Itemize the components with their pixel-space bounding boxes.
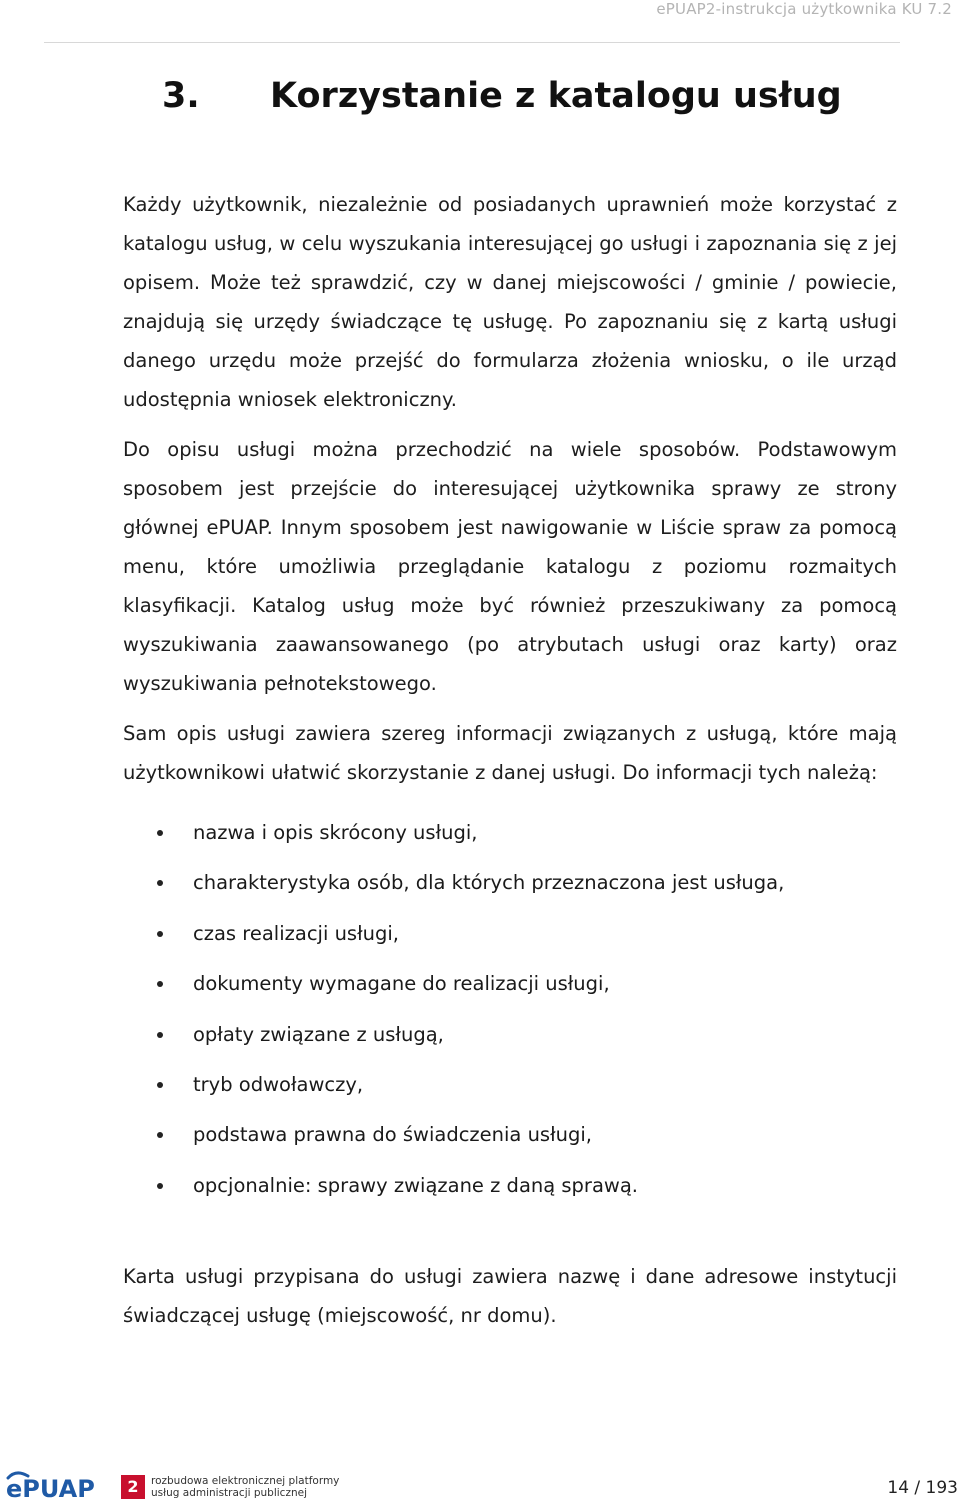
paragraph-navigation: Do opisu usługi można przechodzić na wiele sposobów. Podstawowym sposobem jest przejście do interesującej użytkownika sprawy ze strony głównej ePUAP. Innym sposobem jest nawigowanie w Liście spraw za pomocą menu, które umożliwia przeglądanie katalogu z poziomu rozmaitych klasyfikacji. Katalog usług może być również przeszukiwany za pomocą wyszukiwania zaawansowanego (po atrybutach usługi oraz karty) oraz wyszukiwania pełnotekstowego.: [123, 438, 897, 695]
paragraph-card: Karta usługi przypisana do usługi zawiera nazwę i dane adresowe instytucji świadczącej usługę (miejscowość, nr domu).: [123, 1264, 897, 1327]
list-item: nazwa i opis skrócony usługi,: [123, 820, 897, 846]
logo-version-badge: 2: [121, 1475, 145, 1499]
footer-tagline: rozbudowa elektronicznej platformy usług administracji publicznej: [151, 1475, 340, 1499]
bullet-icon: [157, 1183, 163, 1189]
list-item: opłaty związane z usługą,: [123, 1022, 897, 1048]
list-item: podstawa prawna do świadczenia usługi,: [123, 1122, 897, 1148]
section-number: 3.: [162, 76, 200, 116]
section-heading: [162, 76, 842, 116]
bullet-icon: [157, 1132, 163, 1138]
list-item: opcjonalnie: sprawy związane z daną sprawą.: [123, 1173, 897, 1199]
running-header: ePUAP2-instrukcja użytkownika KU 7.2: [656, 0, 952, 18]
bullet-icon: [157, 931, 163, 937]
paragraph-info-intro: Sam opis usługi zawiera szereg informacji związanych z usługą, które mają użytkownikowi ułatwić skorzystanie z danej usługi. Do informacji tych należą:: [123, 722, 897, 784]
svg-text:ePUAP: ePUAP: [6, 1475, 95, 1500]
section-title: Korzystanie z katalogu usług: [270, 76, 842, 116]
bullet-icon: [157, 1082, 163, 1088]
main-content: [123, 185, 897, 1335]
list-item: charakterystyka osób, dla których przeznaczona jest usługa,: [123, 870, 897, 896]
bullet-icon: [157, 830, 163, 836]
info-list: [123, 820, 897, 1199]
bullet-icon: [157, 981, 163, 987]
list-item: czas realizacji usługi,: [123, 921, 897, 947]
list-item: dokumenty wymagane do realizacji usługi,: [123, 971, 897, 997]
bullet-icon: [157, 880, 163, 886]
bullet-icon: [157, 1032, 163, 1038]
header-divider: [44, 42, 900, 43]
paragraph-intro: Każdy użytkownik, niezależnie od posiadanych uprawnień może korzystać z katalogu usług, w celu wyszukania interesującej go usługi i zapoznania się z jej opisem. Może też sprawdzić, czy w danej miejscowości / gminie / powiecie, znajdują się urzędy świadczące tę usługę. Po zapoznaniu się z kartą usługi danego urzędu może przejść do formularza złożenia wniosku, o ile urząd udostępnia wniosek elektroniczny.: [123, 193, 897, 411]
list-item: tryb odwoławczy,: [123, 1072, 897, 1098]
page-number: 14 / 193: [887, 1478, 958, 1498]
